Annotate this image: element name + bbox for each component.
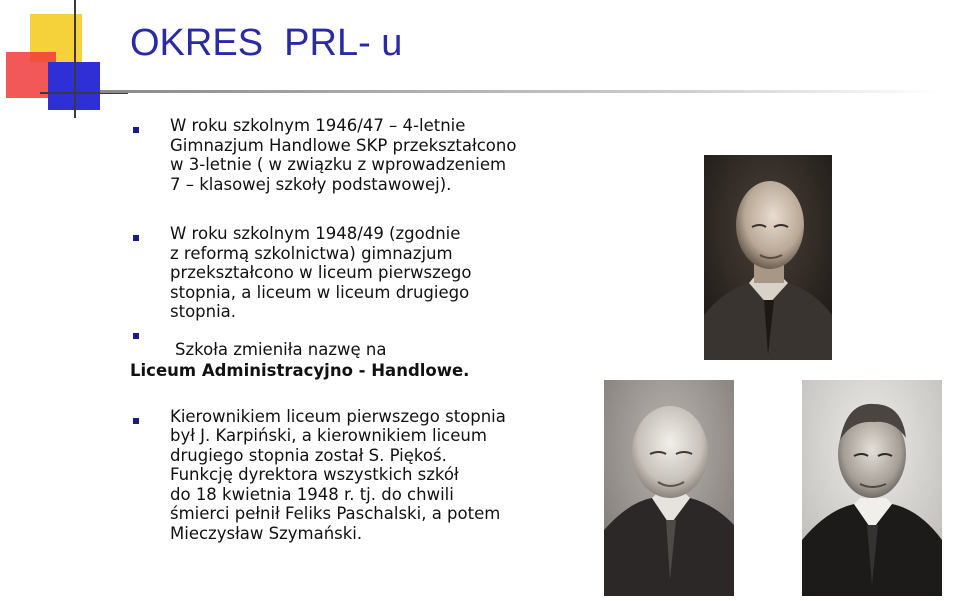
text-line: Kierownikiem liceum pierwszego stopnia [170, 406, 506, 426]
bullet-item-2 [130, 224, 600, 322]
square-bullet-icon [133, 333, 139, 339]
corner-decoration [0, 0, 140, 120]
text-line: śmierci pełnił Feliks Paschalski, a potem [170, 504, 501, 523]
square-bullet-icon [133, 235, 139, 241]
school-name-bold: Liceum Administracyjno - Handlowe. [130, 361, 470, 380]
slide-content [130, 116, 600, 543]
text-line: 7 – klasowej szkoły podstawowej). [170, 174, 452, 194]
text-line: drugiego stopnia został S. Piękoś. [170, 445, 447, 465]
square-bullet-icon [133, 127, 139, 133]
portrait-photo-3-image [802, 380, 942, 596]
text-line: W roku szkolnym 1948/49 (zgodnie [170, 224, 461, 243]
text-line: do 18 kwietnia 1948 r. tj. do chwili [170, 484, 454, 504]
text-line: z reformą szkolnictwa) gimnazjum [170, 243, 453, 263]
text-line: Funkcję dyrektora wszystkich szkół [170, 465, 459, 484]
school-name-intro: Szkoła zmieniła nazwę na [175, 339, 387, 359]
decor-vertical-line [74, 0, 76, 118]
text-line: stopnia, a liceum w liceum drugiego [170, 282, 470, 302]
portrait-photo-2-image [604, 380, 734, 596]
portrait-photo-1-image [704, 155, 832, 360]
bullet-item-1 [130, 116, 600, 194]
text-line: Mieczysław Szymański. [170, 523, 363, 543]
text-line: przekształcono w liceum pierwszego [170, 263, 472, 282]
slide-title: OKRES PRL- u [130, 22, 403, 64]
text-line: W roku szkolnym 1946/47 – 4-letnie [170, 116, 466, 135]
school-name-block [130, 340, 600, 381]
text-line: był J. Karpiński, a kierownikiem liceum [170, 426, 487, 445]
title-underline [100, 90, 940, 93]
square-bullet-icon [133, 418, 139, 424]
portrait-photo-3 [802, 380, 942, 596]
text-line: w 3-letnie ( w związku z wprowadzeniem [170, 155, 507, 174]
text-line: Gimnazjum Handlowe SKP przekształcono [170, 135, 517, 155]
portrait-photo-2 [604, 380, 734, 596]
bullet-item-3 [130, 322, 600, 340]
portrait-photo-1 [704, 155, 832, 360]
bullet-item-4 [130, 407, 600, 544]
text-line: stopnia. [170, 302, 237, 321]
